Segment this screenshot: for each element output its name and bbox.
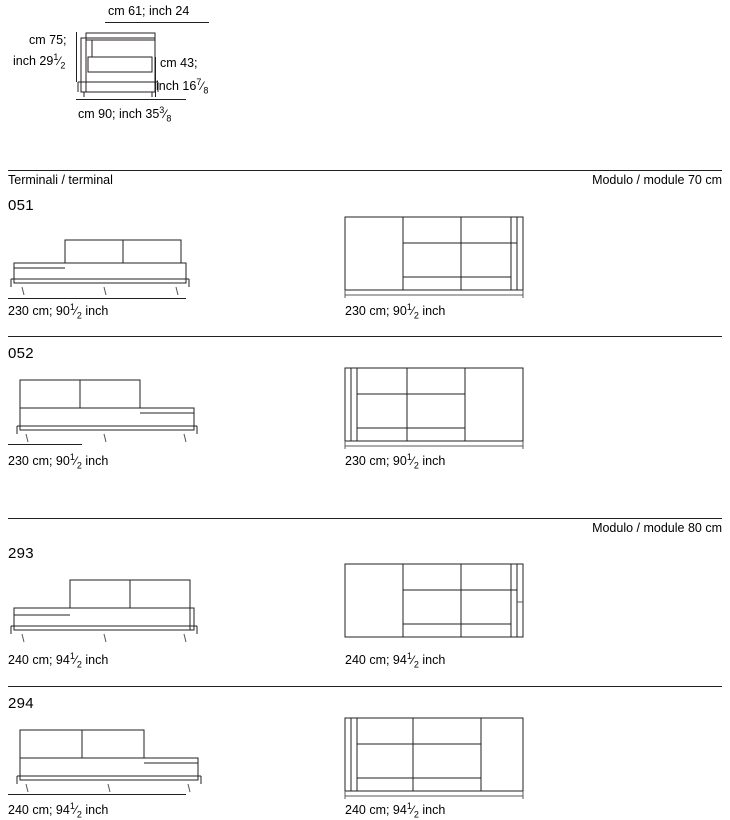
sofa-051-elevation-caption-unit: inch bbox=[85, 304, 109, 319]
item-code-052: 052 bbox=[8, 345, 34, 362]
bottom-width-text: cm 90; inch 35 bbox=[78, 107, 160, 122]
sofa-052-plan-caption-unit: inch bbox=[422, 454, 446, 469]
sofa-293-plan-caption-text: 240 cm; 94 bbox=[345, 653, 407, 668]
sofa-293-plan-caption-unit: inch bbox=[422, 653, 446, 668]
sofa-051-elevation-dimension-line bbox=[8, 298, 186, 299]
item-code-293: 293 bbox=[8, 545, 34, 562]
left-height-label-text: inch 29 bbox=[13, 54, 54, 69]
section-2-rule bbox=[8, 518, 722, 519]
left-height-fraction: $^1⁄_2$ bbox=[53, 52, 66, 71]
sofa-293-elevation-caption-fraction: $^1⁄_2$ bbox=[69, 651, 82, 670]
sofa-294-plan bbox=[345, 716, 665, 806]
sofa-052-elevation-caption-unit: inch bbox=[85, 454, 109, 469]
sofa-293-elevation-caption bbox=[8, 651, 108, 670]
sofa-051-elevation-caption bbox=[8, 302, 108, 321]
sofa-293-plan-caption bbox=[345, 651, 445, 670]
sofa-294-elevation-caption-unit: inch bbox=[85, 803, 109, 818]
sofa-051-elevation-caption-text: 230 cm; 90 bbox=[8, 304, 70, 319]
sofa-051-elevation bbox=[8, 225, 328, 305]
sofa-052-plan-caption-fraction: $^1⁄_2$ bbox=[406, 452, 419, 471]
sofa-052-elevation-caption-fraction: $^1⁄_2$ bbox=[69, 452, 82, 471]
sofa-294-elevation bbox=[8, 722, 328, 802]
sofa-052-elevation-caption bbox=[8, 452, 108, 471]
item-code-294: 294 bbox=[8, 695, 34, 712]
sofa-051-plan bbox=[345, 215, 665, 305]
right-height-label-line1: cm 43; bbox=[160, 56, 198, 70]
sofa-052-plan bbox=[345, 366, 665, 456]
sofa-293-plan bbox=[345, 562, 665, 652]
armchair-elevation-drawing bbox=[0, 0, 260, 130]
sofa-052-plan-caption-text: 230 cm; 90 bbox=[345, 454, 407, 469]
sofa-293-elevation bbox=[8, 572, 328, 652]
sofa-294-elevation-caption bbox=[8, 801, 108, 820]
sofa-051-plan-caption bbox=[345, 302, 445, 321]
sofa-052-plan-caption bbox=[345, 452, 445, 471]
sofa-293-elevation-caption-unit: inch bbox=[85, 653, 109, 668]
item-052-rule bbox=[8, 336, 722, 337]
sofa-294-plan-caption-unit: inch bbox=[422, 803, 446, 818]
sofa-294-plan-caption-fraction: $^1⁄_2$ bbox=[406, 801, 419, 820]
section-1-rule bbox=[8, 170, 722, 171]
right-height-label-text: inch 16 bbox=[156, 79, 197, 94]
left-height-label-line1: cm 75; bbox=[29, 33, 67, 47]
right-height-fraction: $^7⁄_8$ bbox=[196, 77, 209, 96]
top-width-label: cm 61; inch 24 bbox=[108, 4, 190, 18]
sofa-051-plan-caption-unit: inch bbox=[422, 304, 446, 319]
sofa-294-elevation-caption-text: 240 cm; 94 bbox=[8, 803, 70, 818]
sofa-294-elevation-dimension-line bbox=[8, 794, 186, 795]
sofa-051-plan-caption-text: 230 cm; 90 bbox=[345, 304, 407, 319]
sofa-294-elevation-caption-fraction: $^1⁄_2$ bbox=[69, 801, 82, 820]
bottom-width-fraction: $^3⁄_8$ bbox=[159, 105, 172, 124]
sofa-294-plan-caption bbox=[345, 801, 445, 820]
section-1-left-title: Terminali / terminal bbox=[8, 173, 113, 187]
section-1-right-title: Modulo / module 70 cm bbox=[592, 173, 722, 187]
section-2-right-title: Modulo / module 80 cm bbox=[592, 521, 722, 535]
sofa-293-elevation-caption-text: 240 cm; 94 bbox=[8, 653, 70, 668]
item-code-051: 051 bbox=[8, 197, 34, 214]
sofa-293-plan-caption-fraction: $^1⁄_2$ bbox=[406, 651, 419, 670]
item-294-rule bbox=[8, 686, 722, 687]
sofa-294-plan-caption-text: 240 cm; 94 bbox=[345, 803, 407, 818]
top-dimension-diagram bbox=[0, 0, 730, 140]
sofa-052-elevation-caption-text: 230 cm; 90 bbox=[8, 454, 70, 469]
sofa-051-elevation-caption-fraction: $^1⁄_2$ bbox=[69, 302, 82, 321]
sofa-052-elevation bbox=[8, 372, 328, 452]
sofa-051-plan-caption-fraction: $^1⁄_2$ bbox=[406, 302, 419, 321]
sofa-052-elevation-dimension-line bbox=[8, 444, 82, 445]
